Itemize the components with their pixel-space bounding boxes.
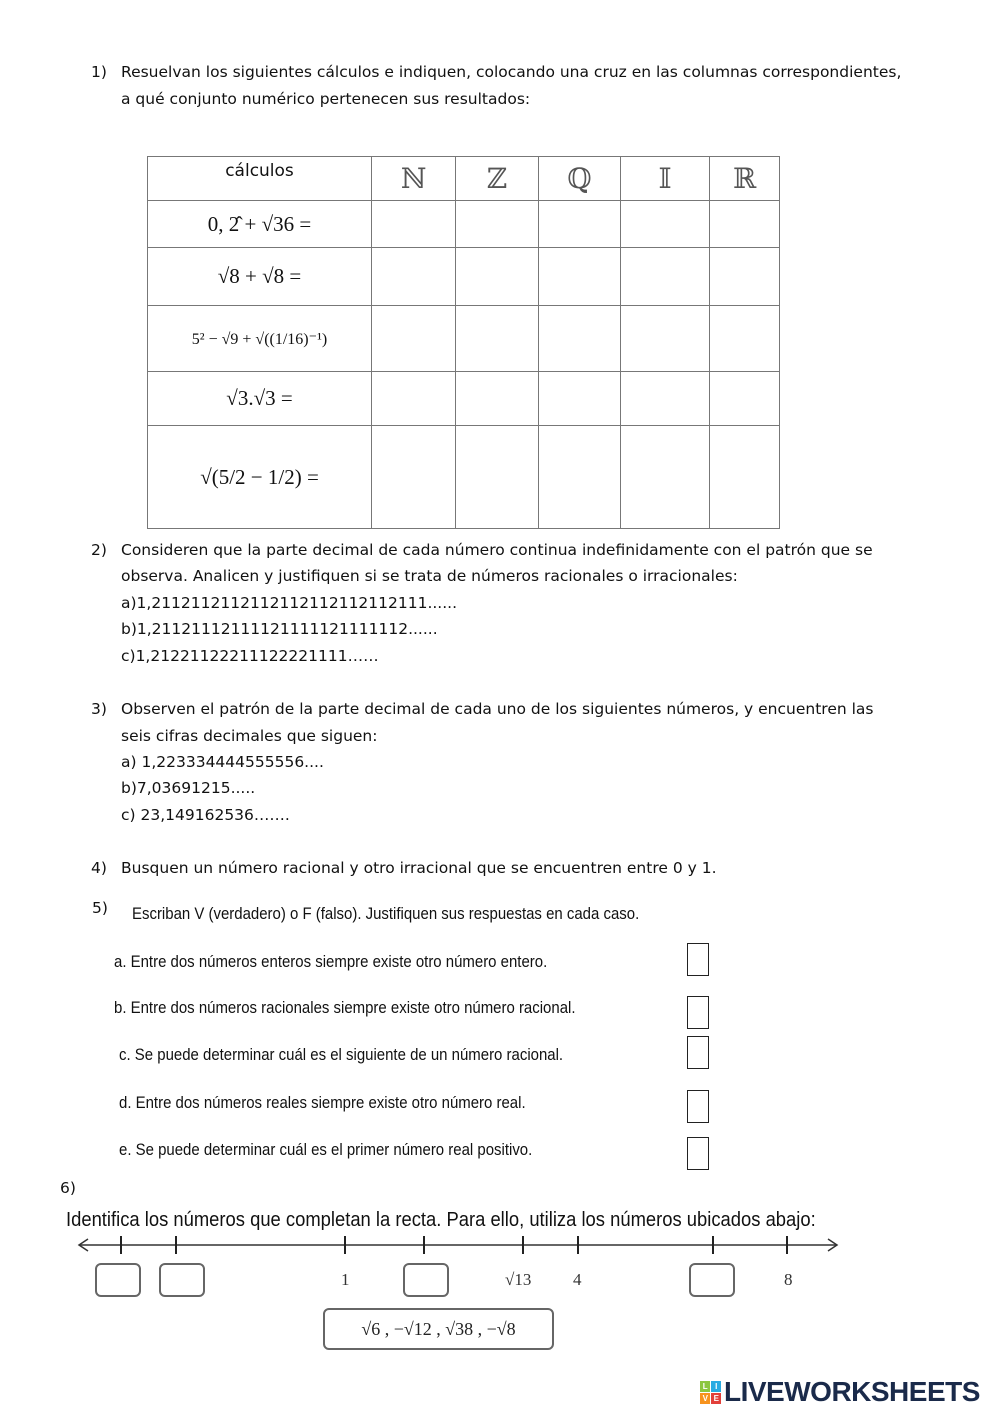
options-box: √6 , −√12 , √38 , −√8 [323,1308,554,1350]
q1-text-line2: a qué conjunto numérico pertenecen sus resultados: [121,90,531,108]
calc-row-1: 0, 2̂ + √36 = [148,201,372,248]
number-line-answer-box-1[interactable] [95,1263,141,1297]
header-rationals: ℚ [539,157,621,201]
header-integers: ℤ [456,157,539,201]
q4-text: Busquen un número racional y otro irracional que se encuentren entre 0 y 1. [121,859,717,877]
q5-text: Escriban V (verdadero) o F (falso). Justifiquen sus respuestas en cada caso. [132,904,640,923]
q3-number: 3) [91,700,107,718]
tick [423,1236,425,1254]
q2-item-c: c)1,21221122211122221111…… [121,647,379,665]
number-line-answer-box-4[interactable] [689,1263,735,1297]
header-reals: ℝ [710,157,780,201]
q3-item-a: a) 1,223334444555556.... [121,753,324,771]
q5-item-e: e. Se puede determinar cuál es el primer número real positivo. [119,1140,533,1159]
q6-number: 6) [60,1179,76,1197]
tick [120,1236,122,1254]
tick [344,1236,346,1254]
q3-item-c: c) 23,149162536……. [121,806,290,824]
liveworksheets-logo [700,1376,980,1408]
header-irrationals: 𝕀 [621,157,710,201]
q2-item-b: b)1,21121112111121111121111112...... [121,620,438,638]
logo-icon: L I V E [700,1381,721,1404]
q1-text-line1: Resuelvan los siguientes cálculos e indiquen, colocando una cruz en las columnas correspondientes, [121,63,902,81]
logo-text: LIVEWORKSHEETS [724,1376,980,1407]
header-naturals: ℕ [372,157,456,201]
tick [522,1236,524,1254]
q4-number: 4) [91,859,107,877]
tick [786,1236,788,1254]
q3-item-b: b)7,03691215..... [121,779,256,797]
q5-item-b: b. Entre dos números racionales siempre existe otro número racional. [114,998,576,1017]
q3-text-line1: Observen el patrón de la parte decimal de cada uno de los siguientes números, y encuentren las [121,700,874,718]
calc-row-2: √8 + √8 = [148,248,372,306]
q2-text-line1: Consideren que la parte decimal de cada número continua indefinidamente con el patrón que se [121,541,873,559]
tick [712,1236,714,1254]
q1-number: 1) [91,63,107,81]
label-8: 8 [784,1270,793,1289]
q6-text: Identifica los números que completan la recta. Para ello, utiliza los números ubicados abajo: [66,1209,816,1231]
q2-number: 2) [91,541,107,559]
header-calculos: cálculos [148,157,372,201]
q5-item-a: a. Entre dos números enteros siempre existe otro número entero. [114,952,548,971]
number-line-answer-box-2[interactable] [159,1263,205,1297]
q5-item-d: d. Entre dos números reales siempre existe otro número real. [119,1093,526,1112]
q5-item-c: c. Se puede determinar cuál es el siguiente de un número racional. [119,1045,564,1064]
q5-number: 5) [92,899,108,917]
calc-row-3: 5² − √9 + √((1/16)⁻¹) [148,306,372,372]
q2-text-line2: observa. Analicen y justifiquen si se trata de números racionales o irracionales: [121,567,738,585]
q3-text-line2: seis cifras decimales que siguen: [121,727,378,745]
tick [175,1236,177,1254]
label-4: 4 [573,1270,582,1289]
tick [577,1236,579,1254]
label-1: 1 [341,1270,350,1289]
calc-row-4: √3.√3 = [148,372,372,426]
number-line-answer-box-3[interactable] [403,1263,449,1297]
q2-item-a: a)1,2112112112112112112112112111...... [121,594,458,612]
calc-row-5: √(5/2 − 1/2) = [148,426,372,529]
label-sqrt13: √13 [505,1270,532,1289]
